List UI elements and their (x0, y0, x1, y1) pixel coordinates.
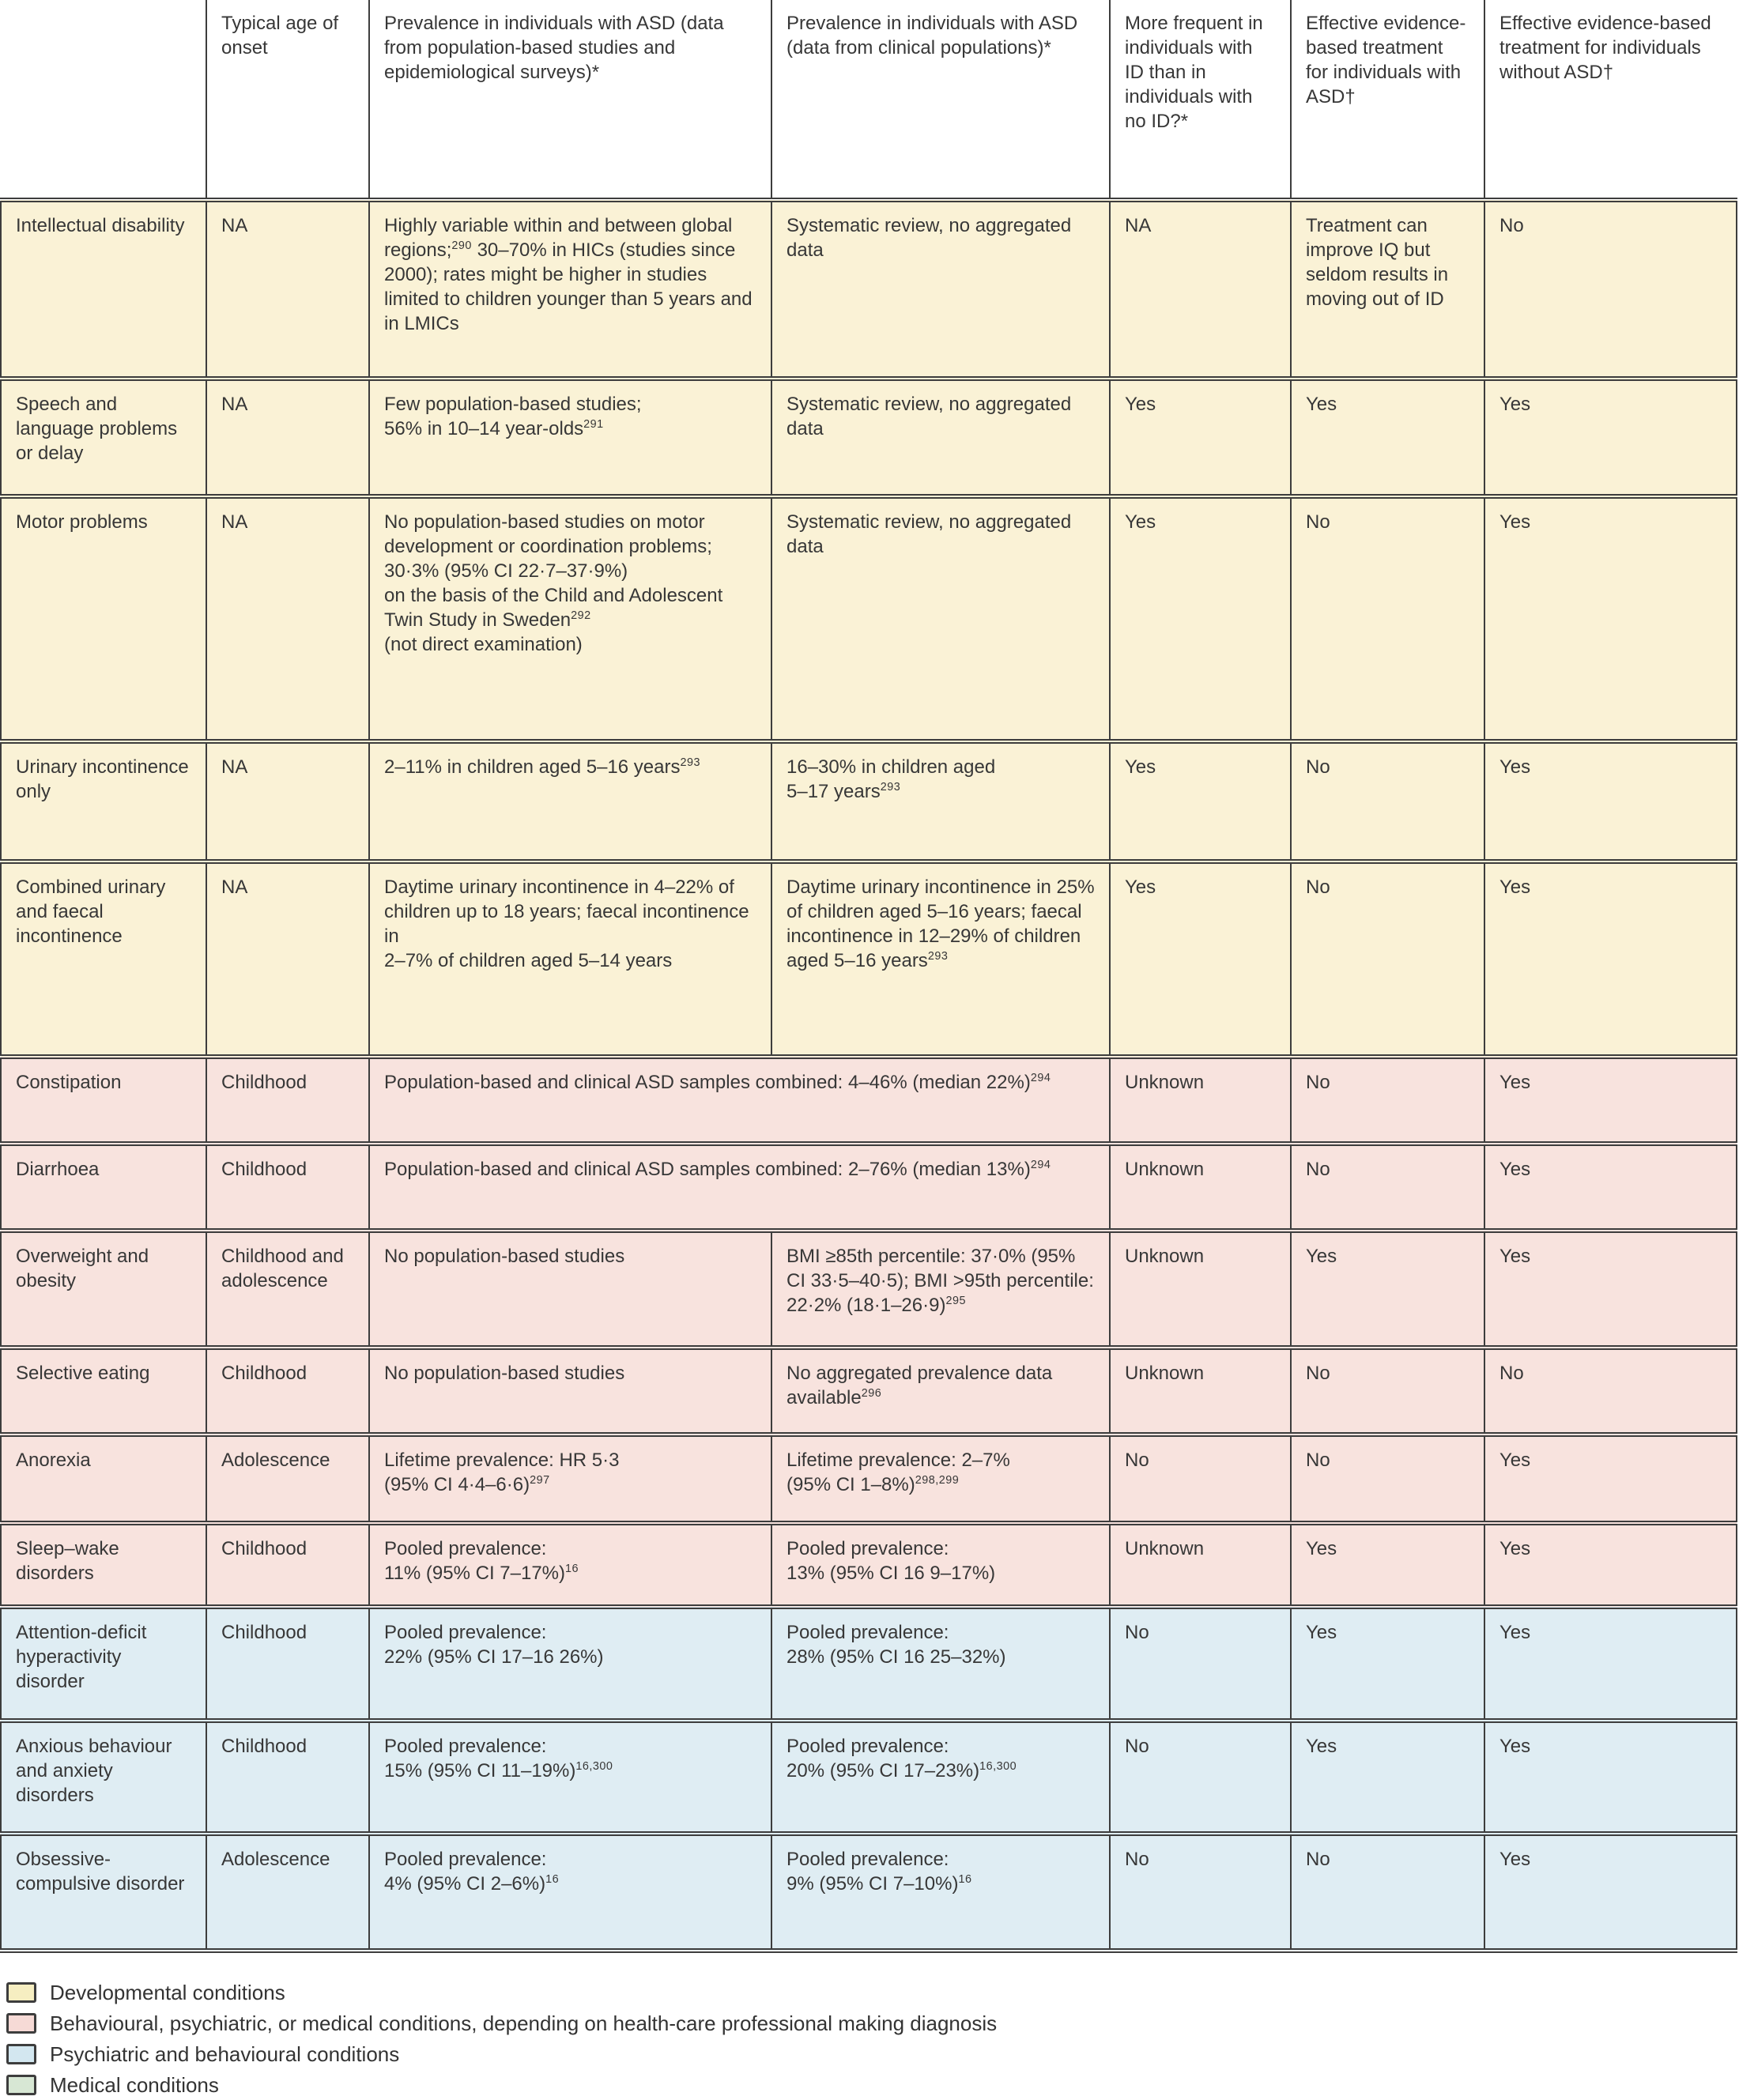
cell-typical-age-of-onset: Adolescence (206, 1834, 369, 1951)
cell-treatment-with-asd: No (1291, 1435, 1484, 1523)
cell-typical-age-of-onset: Childhood and adolescence (206, 1231, 369, 1348)
cell-treatment-with-asd: No (1291, 1144, 1484, 1231)
cell-prevalence-clinical: 16–30% in children aged 5–17 years$^{293}$ (771, 741, 1110, 861)
legend-swatch-psychiatric (6, 2044, 36, 2064)
cell-more-frequent-with-id: NA (1110, 200, 1291, 379)
table-row (1, 741, 1737, 861)
table-row (1, 861, 1737, 1057)
cell-treatment-without-asd: Yes (1484, 1721, 1737, 1834)
table-row (1, 200, 1737, 379)
legend-label: Behavioural, psychiatric, or medical conditions, depending on health-care professional making diagnosis (50, 2011, 998, 2035)
row-label: Anxious behaviour and anxiety disorders (1, 1721, 206, 1834)
table-row (1, 1348, 1737, 1435)
table-row (1, 1523, 1737, 1607)
cell-more-frequent-with-id: Unknown (1110, 1057, 1291, 1144)
legend-item-medical (6, 2069, 1739, 2100)
cell-typical-age-of-onset: NA (206, 861, 369, 1057)
cell-treatment-without-asd: Yes (1484, 1523, 1737, 1607)
cell-more-frequent-with-id: Unknown (1110, 1144, 1291, 1231)
cell-prevalence-clinical: Systematic review, no aggregated data (771, 200, 1110, 379)
cell-prevalence-population-based: Pooled prevalence: 22% (95% CI 17–16 26%) (369, 1607, 771, 1721)
cell-prevalence-combined: Population-based and clinical ASD samples combined: 2–76% (median 13%)$^{294}$ (369, 1144, 1110, 1231)
row-label: Selective eating (1, 1348, 206, 1435)
cell-more-frequent-with-id: Yes (1110, 861, 1291, 1057)
cell-typical-age-of-onset: Childhood (206, 1057, 369, 1144)
table-header (1, 0, 1737, 200)
cell-prevalence-clinical: Pooled prevalence: 13% (95% CI 16 9–17%) (771, 1523, 1110, 1607)
cell-prevalence-population-based: Pooled prevalence: 15% (95% CI 11–19%)$^{16,300}$ (369, 1721, 771, 1834)
col-header-prevalence-clinical: Prevalence in individuals with ASD (data from clinical populations)* (771, 0, 1110, 200)
cell-prevalence-population-based: Few population-based studies; 56% in 10–14 year-olds$^{291}$ (369, 379, 771, 496)
cell-treatment-with-asd: Yes (1291, 379, 1484, 496)
cell-typical-age-of-onset: NA (206, 496, 369, 741)
legend-swatch-developmental (6, 1982, 36, 2003)
table-row (1, 1721, 1737, 1834)
legend-item-behavioural (6, 2008, 1739, 2038)
cell-treatment-without-asd: Yes (1484, 1834, 1737, 1951)
cell-prevalence-population-based: No population-based studies on motor development or coordination problems; 30·3% (95% CI 22·7–37·9%) on the basis of the Child and Adolescent Twin Study in Sweden$^{292}$ (not direct examination) (369, 496, 771, 741)
cell-treatment-with-asd: No (1291, 1348, 1484, 1435)
cell-typical-age-of-onset: NA (206, 741, 369, 861)
col-header-condition (1, 0, 206, 200)
col-header-prevalence-population: Prevalence in individuals with ASD (data from population-based studies and epidemiological surveys)* (369, 0, 771, 200)
cell-more-frequent-with-id: Unknown (1110, 1231, 1291, 1348)
cell-prevalence-clinical: Systematic review, no aggregated data (771, 379, 1110, 496)
legend (6, 1977, 1739, 2100)
cell-more-frequent-with-id: Yes (1110, 741, 1291, 861)
cell-treatment-with-asd: No (1291, 741, 1484, 861)
legend-label: Psychiatric and behavioural conditions (50, 2042, 400, 2066)
cell-prevalence-clinical: Pooled prevalence: 20% (95% CI 17–23%)$^{16,300}$ (771, 1721, 1110, 1834)
cell-treatment-without-asd: Yes (1484, 1231, 1737, 1348)
cell-typical-age-of-onset: Adolescence (206, 1435, 369, 1523)
col-header-treatment-asd: Effective evidence-based treatment for individuals with ASD† (1291, 0, 1484, 200)
table-row (1, 1231, 1737, 1348)
legend-swatch-behavioural (6, 2013, 36, 2034)
legend-swatch-medical (6, 2075, 36, 2095)
col-header-typical-age: Typical age of onset (206, 0, 369, 200)
cell-prevalence-clinical: Pooled prevalence: 28% (95% CI 16 25–32%) (771, 1607, 1110, 1721)
cell-prevalence-population-based: Lifetime prevalence: HR 5·3 (95% CI 4·4–6·6)$^{297}$ (369, 1435, 771, 1523)
cell-typical-age-of-onset: Childhood (206, 1721, 369, 1834)
legend-item-developmental (6, 1977, 1739, 2008)
cell-typical-age-of-onset: Childhood (206, 1607, 369, 1721)
cell-more-frequent-with-id: Yes (1110, 379, 1291, 496)
row-label: Anorexia (1, 1435, 206, 1523)
cell-prevalence-population-based: No population-based studies (369, 1231, 771, 1348)
cell-more-frequent-with-id: No (1110, 1607, 1291, 1721)
row-label: Obsessive-compulsive disorder (1, 1834, 206, 1951)
cell-more-frequent-with-id: No (1110, 1435, 1291, 1523)
cell-prevalence-population-based: Highly variable within and between global regions;$^{290}$ 30–70% in HICs (studies since 2000); rates might be higher in studies limited to children younger than 5 years and in LMICs (369, 200, 771, 379)
cell-typical-age-of-onset: Childhood (206, 1144, 369, 1231)
cell-treatment-without-asd: Yes (1484, 1435, 1737, 1523)
cell-prevalence-population-based: Pooled prevalence: 11% (95% CI 7–17%)$^{16}$ (369, 1523, 771, 1607)
legend-item-psychiatric (6, 2038, 1739, 2069)
cell-treatment-with-asd: Yes (1291, 1231, 1484, 1348)
table-row (1, 496, 1737, 741)
cell-treatment-without-asd: Yes (1484, 1144, 1737, 1231)
row-label: Constipation (1, 1057, 206, 1144)
cell-treatment-without-asd: Yes (1484, 741, 1737, 861)
row-label: Diarrhoea (1, 1144, 206, 1231)
cell-typical-age-of-onset: NA (206, 379, 369, 496)
cell-more-frequent-with-id: Unknown (1110, 1523, 1291, 1607)
cell-prevalence-population-based: Pooled prevalence: 4% (95% CI 2–6%)$^{16}$ (369, 1834, 771, 1951)
row-label: Motor problems (1, 496, 206, 741)
row-label: Intellectual disability (1, 200, 206, 379)
cell-prevalence-population-based: Daytime urinary incontinence in 4–22% of children up to 18 years; faecal incontinence in 2–7% of children aged 5–14 years (369, 861, 771, 1057)
row-label: Speech and language problems or delay (1, 379, 206, 496)
cell-treatment-without-asd: Yes (1484, 1057, 1737, 1144)
table-row (1, 1834, 1737, 1951)
cell-treatment-without-asd: Yes (1484, 496, 1737, 741)
cell-treatment-with-asd: Yes (1291, 1523, 1484, 1607)
cell-treatment-with-asd: No (1291, 496, 1484, 741)
legend-label: Medical conditions (50, 2072, 219, 2097)
cell-treatment-with-asd: Yes (1291, 1721, 1484, 1834)
cell-prevalence-clinical: BMI ≥85th percentile: 37·0% (95% CI 33·5–40·5); BMI >95th percentile: 22·2% $(18\cdot 1-26\cdot 9)^{295}$ (771, 1231, 1110, 1348)
cell-treatment-without-asd: Yes (1484, 1607, 1737, 1721)
cell-treatment-with-asd: Yes (1291, 1607, 1484, 1721)
cell-more-frequent-with-id: Unknown (1110, 1348, 1291, 1435)
cell-prevalence-clinical: Lifetime prevalence: 2–7% (95% CI 1–8%)$^{298,299}$ (771, 1435, 1110, 1523)
cell-typical-age-of-onset: Childhood (206, 1523, 369, 1607)
cell-prevalence-population-based: No population-based studies (369, 1348, 771, 1435)
row-label: Combined urinary and faecal incontinence (1, 861, 206, 1057)
cell-prevalence-combined: Population-based and clinical ASD samples combined: 4–46% (median 22%)$^{294}$ (369, 1057, 1110, 1144)
cell-treatment-without-asd: No (1484, 200, 1737, 379)
cell-typical-age-of-onset: Childhood (206, 1348, 369, 1435)
col-header-more-frequent-id: More frequent in individuals with ID than in individuals with no ID?* (1110, 0, 1291, 200)
header-row (1, 0, 1737, 200)
row-label: Sleep–wake disorders (1, 1523, 206, 1607)
cell-more-frequent-with-id: No (1110, 1834, 1291, 1951)
table-row (1, 1435, 1737, 1523)
comorbidity-table-body (1, 200, 1737, 1951)
cell-more-frequent-with-id: Yes (1110, 496, 1291, 741)
cell-prevalence-clinical: Pooled prevalence: 9% (95% CI 7–10%)$^{16}$ (771, 1834, 1110, 1951)
table-row (1, 1057, 1737, 1144)
cell-treatment-without-asd: Yes (1484, 379, 1737, 496)
cell-prevalence-clinical: Systematic review, no aggregated data (771, 496, 1110, 741)
cell-treatment-with-asd: Treatment can improve IQ but seldom results in moving out of ID (1291, 200, 1484, 379)
row-label: Urinary incontinence only (1, 741, 206, 861)
cell-prevalence-population-based: 2–11% in children aged 5–16 years$^{293}$ (369, 741, 771, 861)
cell-treatment-with-asd: No (1291, 861, 1484, 1057)
table-row (1, 379, 1737, 496)
row-label: Overweight and obesity (1, 1231, 206, 1348)
cell-prevalence-clinical: No aggregated prevalence data available$^{296}$ (771, 1348, 1110, 1435)
cell-prevalence-clinical: Daytime urinary incontinence in 25% of children aged 5–16 years; faecal incontinence in 12–29% of children aged 5–16 years$^{293}$ (771, 861, 1110, 1057)
row-label: Attention-deficit hyperactivity disorder (1, 1607, 206, 1721)
table-row (1, 1607, 1737, 1721)
cell-treatment-without-asd: Yes (1484, 861, 1737, 1057)
cell-typical-age-of-onset: NA (206, 200, 369, 379)
cell-treatment-without-asd: No (1484, 1348, 1737, 1435)
col-header-treatment-without-asd: Effective evidence-based treatment for individuals without ASD† (1484, 0, 1737, 200)
legend-label: Developmental conditions (50, 1980, 285, 2004)
cell-more-frequent-with-id: No (1110, 1721, 1291, 1834)
cell-treatment-with-asd: No (1291, 1057, 1484, 1144)
table-row (1, 1144, 1737, 1231)
cell-treatment-with-asd: No (1291, 1834, 1484, 1951)
